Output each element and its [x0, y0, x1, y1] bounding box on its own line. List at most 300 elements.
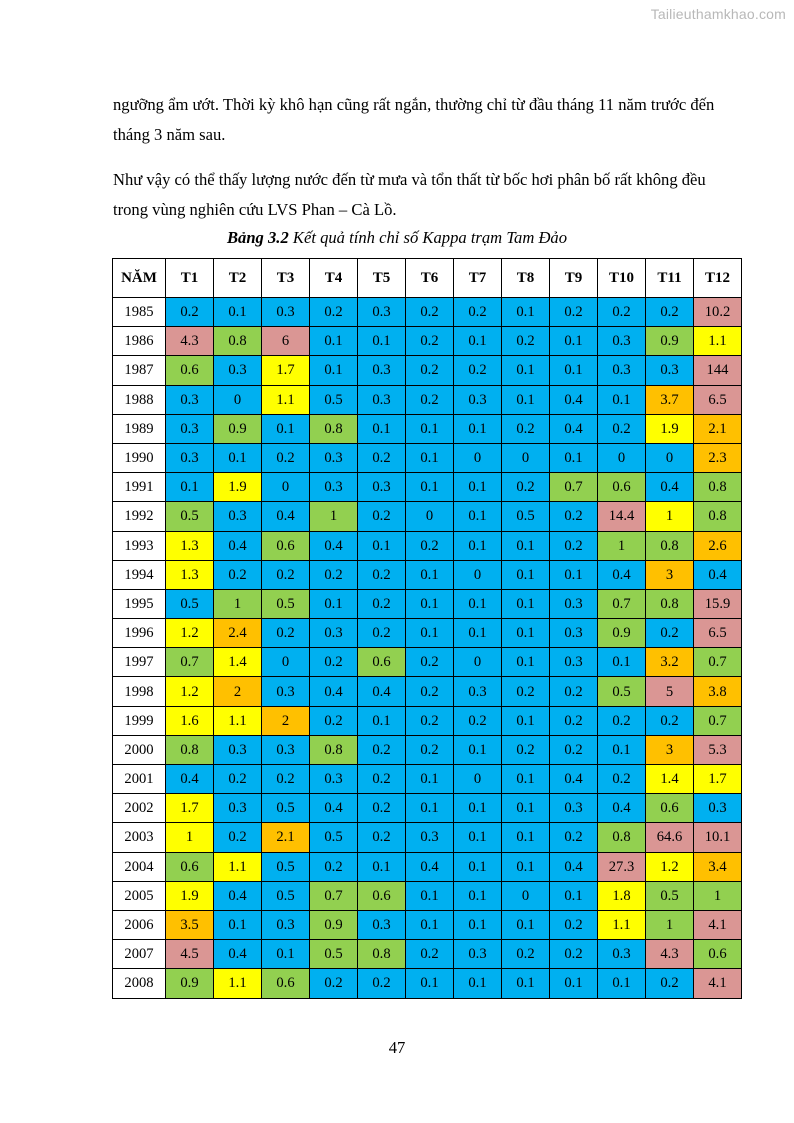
kappa-cell: 0.3 — [214, 794, 262, 823]
kappa-cell: 0.5 — [502, 502, 550, 531]
kappa-cell: 0.3 — [166, 443, 214, 472]
kappa-cell: 0.3 — [310, 765, 358, 794]
kappa-cell: 0 — [454, 648, 502, 677]
kappa-cell: 15.9 — [694, 589, 742, 618]
table-row — [113, 298, 742, 327]
kappa-cell: 0.6 — [166, 356, 214, 385]
kappa-cell: 0.7 — [550, 473, 598, 502]
kappa-cell: 0.1 — [406, 473, 454, 502]
watermark: Tailieuthamkhao.com — [650, 6, 786, 22]
kappa-cell: 0.1 — [262, 940, 310, 969]
kappa-cell: 4.1 — [694, 910, 742, 939]
table-body — [113, 298, 742, 999]
kappa-cell: 0.6 — [646, 794, 694, 823]
kappa-cell: 0.1 — [310, 327, 358, 356]
kappa-cell: 0.1 — [598, 969, 646, 998]
kappa-cell: 0.1 — [406, 589, 454, 618]
kappa-cell: 0.3 — [310, 443, 358, 472]
kappa-cell: 0 — [214, 385, 262, 414]
kappa-cell: 0.1 — [502, 648, 550, 677]
kappa-cell: 0.2 — [598, 706, 646, 735]
kappa-cell: 0.4 — [214, 940, 262, 969]
kappa-cell: 0.8 — [646, 531, 694, 560]
year-cell: 1989 — [113, 414, 166, 443]
kappa-cell: 4.3 — [646, 940, 694, 969]
kappa-cell: 0.1 — [454, 589, 502, 618]
kappa-cell: 0.1 — [502, 531, 550, 560]
kappa-cell: 0.2 — [214, 560, 262, 589]
table-row — [113, 385, 742, 414]
kappa-cell: 0.1 — [598, 648, 646, 677]
kappa-cell: 2.1 — [262, 823, 310, 852]
kappa-cell: 0.2 — [550, 823, 598, 852]
table-row — [113, 794, 742, 823]
kappa-cell: 0.2 — [502, 327, 550, 356]
kappa-cell: 0.3 — [406, 823, 454, 852]
kappa-cell: 1.6 — [166, 706, 214, 735]
kappa-cell: 0.2 — [310, 560, 358, 589]
kappa-cell: 1 — [310, 502, 358, 531]
table-row — [113, 940, 742, 969]
kappa-cell: 1.9 — [646, 414, 694, 443]
kappa-cell: 0.8 — [598, 823, 646, 852]
kappa-cell: 6 — [262, 327, 310, 356]
year-cell: 1996 — [113, 619, 166, 648]
kappa-cell: 0.1 — [358, 706, 406, 735]
kappa-cell: 1.1 — [262, 385, 310, 414]
kappa-cell: 0.2 — [550, 706, 598, 735]
kappa-cell: 3.4 — [694, 852, 742, 881]
page-number: 47 — [388, 1038, 406, 1057]
kappa-cell: 0.2 — [550, 735, 598, 764]
table-row — [113, 881, 742, 910]
year-cell: 1993 — [113, 531, 166, 560]
year-cell: 1988 — [113, 385, 166, 414]
kappa-cell: 0.2 — [550, 677, 598, 706]
kappa-cell: 0.1 — [406, 794, 454, 823]
kappa-cell: 1.3 — [166, 560, 214, 589]
table-row — [113, 969, 742, 998]
kappa-cell: 0.2 — [358, 560, 406, 589]
kappa-cell: 0.3 — [262, 735, 310, 764]
kappa-cell: 0.2 — [550, 531, 598, 560]
year-cell: 2000 — [113, 735, 166, 764]
kappa-cell: 0.2 — [310, 648, 358, 677]
kappa-cell: 0.8 — [214, 327, 262, 356]
kappa-cell: 0.8 — [310, 414, 358, 443]
kappa-cell: 0 — [502, 443, 550, 472]
year-cell: 1987 — [113, 356, 166, 385]
kappa-cell: 0.5 — [310, 940, 358, 969]
kappa-cell: 0.2 — [262, 443, 310, 472]
kappa-cell: 144 — [694, 356, 742, 385]
kappa-cell: 0.1 — [214, 910, 262, 939]
kappa-cell: 0.2 — [598, 765, 646, 794]
kappa-cell: 0.8 — [358, 940, 406, 969]
year-cell: 1986 — [113, 327, 166, 356]
kappa-cell: 0.5 — [598, 677, 646, 706]
kappa-cell: 1 — [646, 910, 694, 939]
year-cell: 2007 — [113, 940, 166, 969]
kappa-cell: 3.5 — [166, 910, 214, 939]
kappa-cell: 0.5 — [310, 823, 358, 852]
paragraph-2: Như vậy có thể thấy lượng nước đến từ mưa và tổn thất từ bốc hơi phân bố rất không đều trong vùng nghiên cứu LVS Phan – Cà Lồ. — [113, 170, 706, 219]
kappa-cell: 0.2 — [358, 794, 406, 823]
kappa-cell: 0.1 — [502, 794, 550, 823]
kappa-cell: 0.2 — [406, 531, 454, 560]
kappa-cell: 0.5 — [262, 881, 310, 910]
table-row — [113, 823, 742, 852]
header-month: T1 — [166, 259, 214, 298]
kappa-cell: 4.5 — [166, 940, 214, 969]
kappa-cell: 0.3 — [214, 502, 262, 531]
kappa-cell: 0.3 — [454, 677, 502, 706]
kappa-cell: 1.4 — [646, 765, 694, 794]
table-row — [113, 356, 742, 385]
kappa-cell: 0.1 — [454, 735, 502, 764]
kappa-cell: 0.7 — [166, 648, 214, 677]
header-month: T10 — [598, 259, 646, 298]
kappa-cell: 0.2 — [550, 910, 598, 939]
kappa-cell: 0.2 — [502, 414, 550, 443]
table-row — [113, 677, 742, 706]
kappa-cell: 1.1 — [214, 706, 262, 735]
year-cell: 2003 — [113, 823, 166, 852]
year-cell: 1985 — [113, 298, 166, 327]
kappa-cell: 0.9 — [310, 910, 358, 939]
year-cell: 2005 — [113, 881, 166, 910]
kappa-cell: 0.1 — [454, 327, 502, 356]
kappa-cell: 0.2 — [550, 940, 598, 969]
kappa-cell: 0.2 — [598, 414, 646, 443]
kappa-cell: 0.1 — [454, 852, 502, 881]
header-month: T7 — [454, 259, 502, 298]
table-row — [113, 648, 742, 677]
paragraph-1: ngưỡng ẩm ướt. Thời kỳ khô hạn cũng rất ngắn, thường chỉ từ đầu tháng 11 năm trước đến tháng 3 năm sau. — [113, 95, 715, 144]
header-month: T12 — [694, 259, 742, 298]
year-cell: 1991 — [113, 473, 166, 502]
kappa-cell: 1.9 — [166, 881, 214, 910]
kappa-cell: 0.6 — [358, 648, 406, 677]
kappa-cell: 0 — [454, 560, 502, 589]
kappa-cell: 0.1 — [502, 852, 550, 881]
kappa-cell: 6.5 — [694, 619, 742, 648]
kappa-cell: 0.3 — [646, 356, 694, 385]
kappa-cell: 5 — [646, 677, 694, 706]
kappa-cell: 0.2 — [406, 940, 454, 969]
kappa-cell: 1.9 — [214, 473, 262, 502]
kappa-cell: 0.2 — [310, 298, 358, 327]
kappa-cell: 0.1 — [406, 765, 454, 794]
kappa-cell: 0.1 — [262, 414, 310, 443]
kappa-cell: 0.2 — [646, 298, 694, 327]
kappa-cell: 0.1 — [406, 910, 454, 939]
kappa-cell: 0.2 — [262, 619, 310, 648]
kappa-cell: 0.4 — [310, 794, 358, 823]
kappa-cell: 2.1 — [694, 414, 742, 443]
kappa-cell: 0.4 — [550, 414, 598, 443]
kappa-cell: 0.3 — [310, 473, 358, 502]
kappa-cell: 0.2 — [502, 473, 550, 502]
kappa-cell: 1 — [166, 823, 214, 852]
kappa-cell: 0.3 — [358, 385, 406, 414]
kappa-cell: 0.3 — [262, 298, 310, 327]
kappa-cell: 0.2 — [502, 940, 550, 969]
kappa-cell: 0.5 — [310, 385, 358, 414]
year-cell: 1998 — [113, 677, 166, 706]
kappa-cell: 0.1 — [406, 560, 454, 589]
kappa-cell: 1.7 — [694, 765, 742, 794]
kappa-cell: 0.4 — [166, 765, 214, 794]
kappa-cell: 0.3 — [598, 327, 646, 356]
kappa-cell: 0.2 — [358, 735, 406, 764]
kappa-cell: 0 — [502, 881, 550, 910]
kappa-cell: 1.1 — [214, 969, 262, 998]
year-cell: 1999 — [113, 706, 166, 735]
kappa-cell: 0.1 — [550, 560, 598, 589]
kappa-cell: 0.5 — [646, 881, 694, 910]
kappa-cell: 10.1 — [694, 823, 742, 852]
table-row — [113, 502, 742, 531]
kappa-cell: 27.3 — [598, 852, 646, 881]
header-month: T4 — [310, 259, 358, 298]
caption-text: Kết quả tính chỉ số Kappa trạm Tam Đảo — [288, 228, 568, 247]
kappa-cell: 0.7 — [694, 648, 742, 677]
kappa-cell: 0.1 — [454, 502, 502, 531]
kappa-cell: 0.1 — [358, 531, 406, 560]
kappa-cell: 0.2 — [310, 706, 358, 735]
kappa-cell: 1.1 — [694, 327, 742, 356]
table-row — [113, 619, 742, 648]
kappa-cell: 0.4 — [310, 531, 358, 560]
kappa-cell: 0.3 — [358, 910, 406, 939]
table-row — [113, 327, 742, 356]
year-cell: 2004 — [113, 852, 166, 881]
kappa-cell: 0.3 — [550, 648, 598, 677]
kappa-cell: 0.4 — [694, 560, 742, 589]
kappa-cell: 0.1 — [550, 881, 598, 910]
kappa-cell: 0.8 — [646, 589, 694, 618]
kappa-cell: 1.2 — [166, 677, 214, 706]
kappa-cell: 2 — [214, 677, 262, 706]
table-row — [113, 560, 742, 589]
kappa-cell: 0.1 — [454, 910, 502, 939]
kappa-cell: 4.3 — [166, 327, 214, 356]
kappa-cell: 4.1 — [694, 969, 742, 998]
kappa-cell: 0.5 — [262, 794, 310, 823]
kappa-cell: 0.3 — [214, 735, 262, 764]
table-caption — [0, 226, 794, 250]
kappa-cell: 0.1 — [550, 969, 598, 998]
kappa-cell: 0.1 — [454, 969, 502, 998]
kappa-cell: 0.9 — [646, 327, 694, 356]
year-cell: 2001 — [113, 765, 166, 794]
kappa-cell: 0.8 — [166, 735, 214, 764]
kappa-cell: 0.9 — [166, 969, 214, 998]
kappa-cell: 0.2 — [358, 502, 406, 531]
kappa-cell: 10.2 — [694, 298, 742, 327]
kappa-cell: 0.8 — [694, 473, 742, 502]
kappa-cell: 1 — [214, 589, 262, 618]
kappa-cell: 0.1 — [310, 589, 358, 618]
kappa-cell: 0.1 — [502, 706, 550, 735]
kappa-cell: 0.9 — [214, 414, 262, 443]
kappa-cell: 0.6 — [262, 969, 310, 998]
kappa-cell: 0.2 — [646, 706, 694, 735]
table-row — [113, 735, 742, 764]
kappa-cell: 3 — [646, 560, 694, 589]
kappa-cell: 0.2 — [214, 823, 262, 852]
kappa-cell: 0.6 — [262, 531, 310, 560]
kappa-cell: 0.2 — [454, 706, 502, 735]
kappa-cell: 0.1 — [502, 765, 550, 794]
kappa-cell: 0 — [454, 765, 502, 794]
kappa-cell: 0.2 — [406, 677, 454, 706]
kappa-cell: 0.1 — [502, 385, 550, 414]
kappa-cell: 0.2 — [310, 969, 358, 998]
kappa-cell: 0.5 — [262, 852, 310, 881]
kappa-cell: 0.2 — [406, 356, 454, 385]
year-cell: 1995 — [113, 589, 166, 618]
kappa-cell: 0.2 — [358, 589, 406, 618]
kappa-cell: 0.6 — [694, 940, 742, 969]
kappa-cell: 0 — [646, 443, 694, 472]
kappa-cell: 1.7 — [262, 356, 310, 385]
kappa-cell: 1 — [694, 881, 742, 910]
kappa-cell: 0.3 — [358, 298, 406, 327]
kappa-cell: 0.1 — [406, 969, 454, 998]
table-row — [113, 473, 742, 502]
kappa-cell: 0.1 — [502, 589, 550, 618]
kappa-cell: 14.4 — [598, 502, 646, 531]
kappa-cell: 0.1 — [502, 560, 550, 589]
kappa-cell: 1.2 — [166, 619, 214, 648]
kappa-cell: 0.2 — [454, 356, 502, 385]
kappa-cell: 0.3 — [454, 385, 502, 414]
kappa-cell: 0.4 — [358, 677, 406, 706]
kappa-cell: 0.2 — [646, 969, 694, 998]
header-month: T5 — [358, 259, 406, 298]
kappa-cell: 0.8 — [694, 502, 742, 531]
kappa-cell: 0.2 — [262, 765, 310, 794]
table-row — [113, 852, 742, 881]
kappa-cell: 0.3 — [166, 414, 214, 443]
kappa-cell: 0.4 — [310, 677, 358, 706]
kappa-cell: 0.1 — [214, 298, 262, 327]
kappa-cell: 3 — [646, 735, 694, 764]
table-row — [113, 706, 742, 735]
kappa-cell: 0.4 — [646, 473, 694, 502]
kappa-cell: 0 — [262, 648, 310, 677]
header-month: T6 — [406, 259, 454, 298]
kappa-cell: 0.4 — [598, 794, 646, 823]
kappa-cell: 2.4 — [214, 619, 262, 648]
kappa-cell: 64.6 — [646, 823, 694, 852]
kappa-cell: 0 — [262, 473, 310, 502]
kappa-cell: 0.8 — [310, 735, 358, 764]
kappa-cell: 0.3 — [550, 619, 598, 648]
header-month: T2 — [214, 259, 262, 298]
kappa-cell: 0.3 — [310, 619, 358, 648]
kappa-cell: 0.7 — [694, 706, 742, 735]
kappa-cell: 0.2 — [406, 706, 454, 735]
kappa-cell: 0.6 — [166, 852, 214, 881]
kappa-cell: 0.2 — [358, 443, 406, 472]
kappa-cell: 0.3 — [598, 356, 646, 385]
header-month: T11 — [646, 259, 694, 298]
table-row — [113, 531, 742, 560]
kappa-cell: 0.2 — [166, 298, 214, 327]
kappa-cell: 0.2 — [502, 735, 550, 764]
kappa-cell: 0.9 — [598, 619, 646, 648]
table-row — [113, 910, 742, 939]
kappa-cell: 0.1 — [406, 414, 454, 443]
kappa-cell: 1 — [646, 502, 694, 531]
kappa-cell: 0.1 — [502, 356, 550, 385]
kappa-cell: 3.8 — [694, 677, 742, 706]
kappa-cell: 0.1 — [454, 881, 502, 910]
kappa-cell: 0 — [454, 443, 502, 472]
table-row — [113, 443, 742, 472]
table-row — [113, 589, 742, 618]
caption-label: Bảng 3.2 — [226, 228, 289, 247]
kappa-cell: 0.1 — [550, 443, 598, 472]
table-row — [113, 765, 742, 794]
kappa-cell: 0.2 — [358, 765, 406, 794]
kappa-cell: 0.4 — [262, 502, 310, 531]
kappa-cell: 0.1 — [310, 356, 358, 385]
kappa-cell: 0.1 — [214, 443, 262, 472]
kappa-cell: 0.1 — [502, 298, 550, 327]
kappa-cell: 0.4 — [598, 560, 646, 589]
table-row — [113, 414, 742, 443]
kappa-cell: 2 — [262, 706, 310, 735]
kappa-cell: 0.1 — [358, 414, 406, 443]
kappa-cell: 0.2 — [502, 677, 550, 706]
kappa-cell: 3.7 — [646, 385, 694, 414]
kappa-cell: 0 — [598, 443, 646, 472]
kappa-cell: 0.1 — [454, 619, 502, 648]
kappa-cell: 0.1 — [358, 852, 406, 881]
kappa-cell: 1 — [598, 531, 646, 560]
kappa-cell: 0.1 — [454, 414, 502, 443]
kappa-cell: 0.2 — [406, 298, 454, 327]
kappa-cell: 0.3 — [550, 589, 598, 618]
header-month: T9 — [550, 259, 598, 298]
kappa-cell: 0.2 — [550, 298, 598, 327]
kappa-cell: 0.2 — [358, 823, 406, 852]
kappa-cell: 1.7 — [166, 794, 214, 823]
kappa-cell: 0.2 — [406, 735, 454, 764]
kappa-cell: 0.1 — [502, 969, 550, 998]
kappa-cell: 0.3 — [262, 910, 310, 939]
kappa-cell: 0.1 — [454, 531, 502, 560]
kappa-table — [112, 258, 742, 999]
kappa-cell: 0.2 — [406, 327, 454, 356]
kappa-cell: 0.1 — [166, 473, 214, 502]
kappa-cell: 0.1 — [502, 823, 550, 852]
kappa-cell: 0.2 — [406, 648, 454, 677]
kappa-cell: 0.1 — [502, 910, 550, 939]
kappa-cell: 0.1 — [550, 356, 598, 385]
kappa-cell: 0.2 — [550, 502, 598, 531]
kappa-cell: 0.2 — [358, 619, 406, 648]
kappa-cell: 1.8 — [598, 881, 646, 910]
kappa-cell: 0.4 — [406, 852, 454, 881]
kappa-cell: 0.1 — [358, 327, 406, 356]
kappa-cell: 1.1 — [214, 852, 262, 881]
kappa-cell: 0.5 — [166, 502, 214, 531]
